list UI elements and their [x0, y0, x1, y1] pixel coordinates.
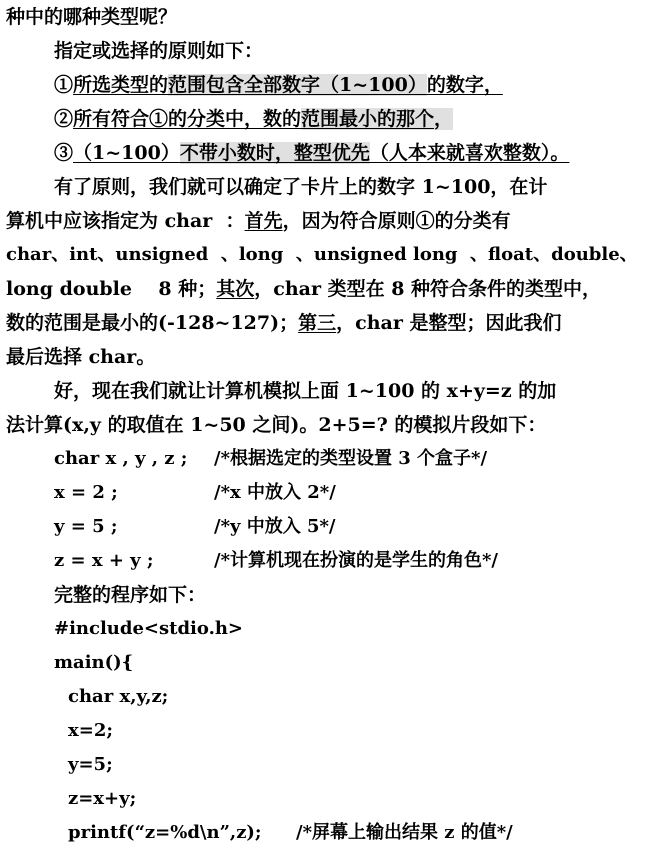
code-line-17 — [54, 544, 648, 578]
circled-number: ② — [54, 108, 74, 130]
code-text: char x , y , z ; — [54, 448, 188, 469]
code-text: printf(“z=%d\n”,z); — [68, 822, 262, 843]
code-text: #include<stdio.h> — [54, 618, 244, 639]
code-line-19 — [54, 612, 648, 646]
code-comment: /*y 中放入 5*/ — [214, 516, 336, 537]
code-line-23 — [68, 748, 648, 782]
highlighted-text: 范围最小的那个 — [301, 108, 435, 130]
code-text: main(){ — [54, 652, 134, 673]
circled-number: ③ — [54, 142, 74, 164]
principle-2 — [54, 102, 648, 136]
highlighted-text: 范围包含全部数字（1~100） — [168, 74, 427, 96]
text-span: 种中的哪种类型呢？ — [6, 6, 178, 28]
underlined-text: 其次 — [216, 278, 255, 300]
text-span: char、int、unsigned 、long 、unsigned long 、float、double、 — [6, 244, 638, 265]
text-span: long double 8 种； — [6, 278, 217, 300]
code-text: y=5; — [68, 754, 113, 775]
text-span: 好，现在我们就让计算机模拟上面 1~100 的 x+y=z 的加 — [54, 380, 557, 402]
code-comment: /*x 中放入 2*/ — [214, 482, 336, 503]
code-text: z=x+y; — [68, 788, 137, 809]
code-text: y = 5 ; — [54, 516, 118, 537]
underlined-text: 第三 — [298, 312, 337, 334]
code-line-14 — [54, 442, 648, 476]
code-text: char x,y,z; — [68, 686, 169, 707]
text-line-8 — [6, 238, 648, 272]
underlined-text: 首先 — [244, 210, 283, 232]
principle-1 — [54, 68, 648, 102]
text-span: 算机中应该指定为 char ： — [6, 210, 245, 232]
text-span: 有了原则，我们就可以确定了卡片上的数字 1~100，在计 — [54, 176, 548, 198]
code-line-22 — [68, 714, 648, 748]
underlined-text: （人本来就喜欢整数）。 — [369, 142, 570, 164]
text-span: 最后选择 char。 — [6, 346, 156, 368]
text-line-12 — [54, 374, 648, 408]
text-line-6 — [54, 170, 648, 204]
text-line-1 — [6, 0, 648, 34]
code-comment: /*根据选定的类型设置 3 个盒子*/ — [214, 448, 488, 469]
highlighted-text: ， — [434, 108, 454, 130]
underlined-text: 所选类型的 — [73, 74, 169, 96]
code-comment: /*计算机现在扮演的是学生的角色*/ — [214, 550, 498, 571]
highlighted-text: 不带小数时，整型优先 — [179, 142, 370, 164]
text-span: 数的范围是最小的(-128~127)； — [6, 312, 299, 334]
text-line-18 — [54, 578, 648, 612]
code-line-15 — [54, 476, 648, 510]
code-text: x=2; — [68, 720, 113, 741]
code-line-20 — [54, 646, 648, 680]
text-span: ，char 是整型；因此我们 — [336, 312, 562, 334]
code-comment: /*屏幕上输出结果 z 的值*/ — [296, 822, 513, 843]
text-span: 完整的程序如下： — [54, 584, 207, 606]
principle-3 — [54, 136, 648, 170]
circled-number: ① — [54, 74, 74, 96]
text-line-11 — [6, 340, 648, 374]
code-line-16 — [54, 510, 648, 544]
underlined-text: 所有符合①的分类中，数的 — [73, 108, 302, 130]
text-line-10 — [6, 306, 648, 340]
underlined-text: （1~100） — [73, 142, 180, 164]
text-span: 法计算(x,y 的取值在 1~50 之间)。2+5=? 的模拟片段如下： — [6, 414, 547, 436]
code-text: z = x + y ; — [54, 550, 154, 571]
code-line-24 — [68, 782, 648, 816]
text-line-7 — [6, 204, 648, 238]
text-span: ，因为符合原则①的分类有 — [282, 210, 511, 232]
text-span: 指定或选择的原则如下： — [54, 40, 264, 62]
text-line-2 — [54, 34, 648, 68]
code-text: x = 2 ; — [54, 482, 118, 503]
underlined-text: 的数字， — [426, 74, 503, 96]
text-line-9 — [6, 272, 648, 306]
code-line-25 — [68, 816, 648, 850]
text-span: ，char 类型在 8 种符合条件的类型中， — [254, 278, 602, 300]
text-line-13 — [6, 408, 648, 442]
code-line-21 — [68, 680, 648, 714]
